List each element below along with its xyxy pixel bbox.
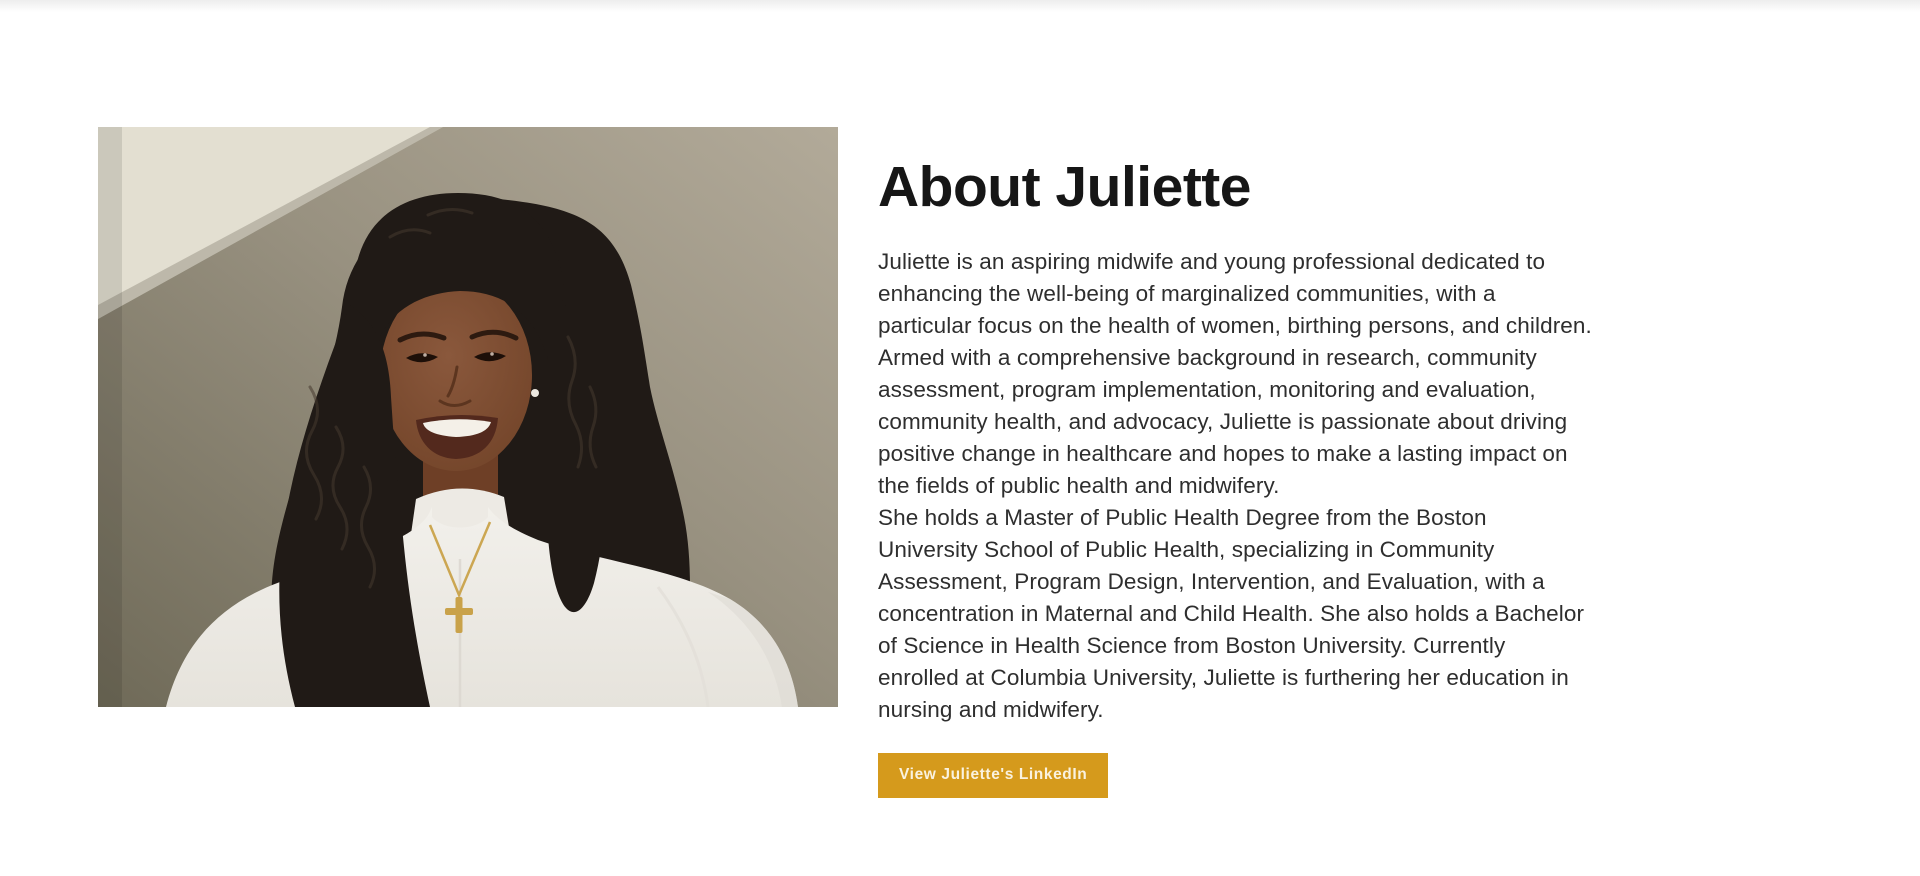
- about-body: [878, 246, 1592, 726]
- about-section: [878, 156, 1592, 798]
- about-paragraph-2: She holds a Master of Public Health Degree from the Boston University School of Public Health, specializing in Community Assessment, Program Design, Intervention, and Evaluation, with a concentration in Maternal and Child Health. She also holds a Bachelor of Science in Health Science from Boston University. Currently enrolled at Columbia University, Juliette is furthering her education in nursing and midwifery.: [878, 504, 1585, 722]
- earring: [531, 389, 539, 397]
- left-corner-shadow: [98, 127, 122, 707]
- about-paragraph-1: Juliette is an aspiring midwife and young professional dedicated to enhancing the well-being of marginalized communities, with a particular focus on the health of women, birthing persons, and children. Armed with a comprehensive background in research, community assessment, program implementation, monitoring and evaluation, community health, and advocacy, Juliette is passionate about driving positive change in healthcare and hopes to make a lasting impact on the fields of public health and midwifery.: [878, 248, 1592, 498]
- eye-glint-right: [490, 352, 494, 356]
- top-header-shadow: [0, 0, 1920, 12]
- juliette-photo: [98, 127, 838, 707]
- view-linkedin-button[interactable]: View Juliette's LinkedIn: [878, 753, 1108, 798]
- eye-glint-left: [423, 353, 427, 357]
- about-heading: About Juliette: [878, 155, 1251, 219]
- portrait-illustration: [98, 127, 838, 707]
